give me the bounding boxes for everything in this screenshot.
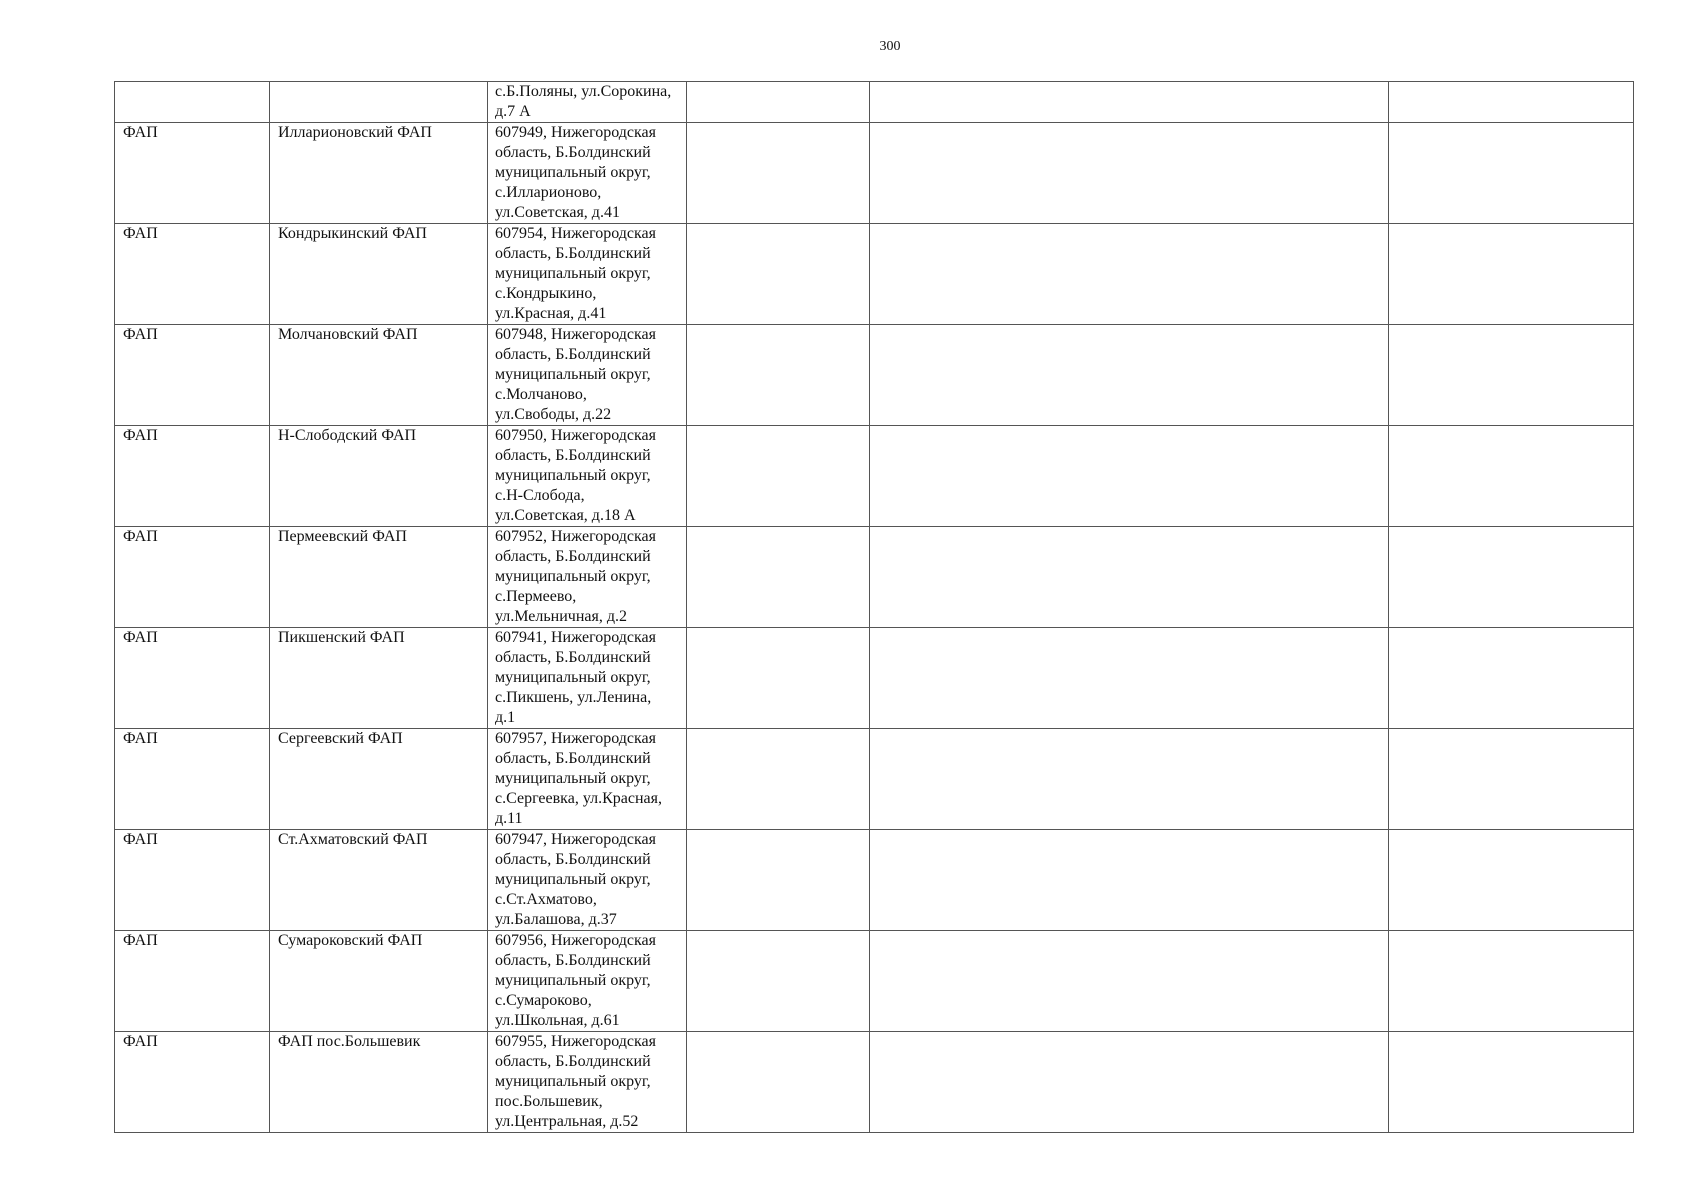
empty-cell [870,729,1389,830]
type-cell: ФАП [115,224,270,325]
empty-cell [687,426,870,527]
page-number: 300 [879,39,901,54]
address-line: с.Илларионово, [495,184,602,201]
address-line: муниципальный округ, [495,972,651,989]
empty-cell [687,82,870,123]
empty-cell [870,123,1389,224]
table-row [115,1032,1634,1133]
empty-cell [870,224,1389,325]
address-line: область, Б.Болдинский [495,851,651,868]
address-cell [488,931,687,1032]
name-cell: Сергеевский ФАП [270,729,488,830]
empty-cell [687,123,870,224]
empty-cell [1389,628,1634,729]
table-body [115,82,1634,1133]
address-line: муниципальный округ, [495,366,651,383]
empty-cell [870,325,1389,426]
address-line: область, Б.Болдинский [495,548,651,565]
table-row [115,123,1634,224]
address-cell [488,1032,687,1133]
address-line: муниципальный округ, [495,568,651,585]
address-line: 607955, Нижегородская [495,1033,656,1050]
address-line: ул.Советская, д.41 [495,204,620,221]
table-row [115,527,1634,628]
address-cell [488,527,687,628]
empty-cell [870,628,1389,729]
empty-cell [687,729,870,830]
type-cell: ФАП [115,830,270,931]
empty-cell [687,1032,870,1133]
name-cell: Н-Слободский ФАП [270,426,488,527]
empty-cell [1389,123,1634,224]
name-cell [270,82,488,123]
address-line: область, Б.Болдинский [495,245,651,262]
empty-cell [870,931,1389,1032]
address-line: 607941, Нижегородская [495,629,656,646]
address-line: область, Б.Болдинский [495,649,651,666]
name-cell: Сумароковский ФАП [270,931,488,1032]
address-line: пос.Большевик, [495,1093,603,1110]
empty-cell [1389,224,1634,325]
empty-cell [1389,830,1634,931]
address-line: д.1 [495,709,516,726]
empty-cell [1389,1032,1634,1133]
empty-cell [687,931,870,1032]
empty-cell [687,224,870,325]
address-line: область, Б.Болдинский [495,952,651,969]
name-cell: Пермеевский ФАП [270,527,488,628]
name-cell: Ст.Ахматовский ФАП [270,830,488,931]
address-line: 607949, Нижегородская [495,124,656,141]
address-cell [488,426,687,527]
facilities-table [114,81,1634,1133]
empty-cell [870,82,1389,123]
address-cell [488,729,687,830]
table-row [115,224,1634,325]
name-cell: Кондрыкинский ФАП [270,224,488,325]
address-line: 607947, Нижегородская [495,831,656,848]
address-line: 607954, Нижегородская [495,225,656,242]
address-line: муниципальный округ, [495,164,651,181]
address-line: муниципальный округ, [495,770,651,787]
address-line: д.7 А [495,103,531,120]
address-line: муниципальный округ, [495,467,651,484]
type-cell: ФАП [115,527,270,628]
type-cell [115,82,270,123]
address-line: ул.Советская, д.18 А [495,507,636,524]
address-line: 607956, Нижегородская [495,932,656,949]
address-line: с.Н-Слобода, [495,487,585,504]
address-line: ул.Школьная, д.61 [495,1012,620,1029]
address-line: с.Пермеево, [495,588,577,605]
address-cell [488,224,687,325]
address-line: ул.Центральная, д.52 [495,1113,639,1130]
address-line: область, Б.Болдинский [495,144,651,161]
name-cell: Молчановский ФАП [270,325,488,426]
address-cell [488,325,687,426]
address-line: муниципальный округ, [495,871,651,888]
empty-cell [870,830,1389,931]
type-cell: ФАП [115,931,270,1032]
address-line: с.Б.Поляны, ул.Сорокина, [495,83,672,100]
address-line: с.Кондрыкино, [495,285,597,302]
address-cell [488,628,687,729]
address-line: 607957, Нижегородская [495,730,656,747]
table-row [115,82,1634,123]
address-line: муниципальный округ, [495,669,651,686]
address-line: область, Б.Болдинский [495,346,651,363]
address-line: д.11 [495,810,523,827]
address-line: с.Ст.Ахматово, [495,891,597,908]
address-line: с.Молчаново, [495,386,587,403]
empty-cell [687,830,870,931]
address-line: 607948, Нижегородская [495,326,656,343]
table-row [115,426,1634,527]
address-line: муниципальный округ, [495,265,651,282]
table-row [115,729,1634,830]
table-row [115,325,1634,426]
type-cell: ФАП [115,628,270,729]
address-line: ул.Балашова, д.37 [495,911,617,928]
address-line: область, Б.Болдинский [495,750,651,767]
address-line: область, Б.Болдинский [495,447,651,464]
table-row [115,830,1634,931]
address-line: 607950, Нижегородская [495,427,656,444]
empty-cell [687,527,870,628]
address-line: с.Пикшень, ул.Ленина, [495,689,652,706]
type-cell: ФАП [115,426,270,527]
address-line: с.Сумароково, [495,992,592,1009]
address-line: муниципальный округ, [495,1073,651,1090]
empty-cell [687,628,870,729]
type-cell: ФАП [115,325,270,426]
address-line: с.Сергеевка, ул.Красная, [495,790,662,807]
type-cell: ФАП [115,123,270,224]
empty-cell [1389,729,1634,830]
type-cell: ФАП [115,1032,270,1133]
type-cell: ФАП [115,729,270,830]
empty-cell [1389,426,1634,527]
address-line: ул.Красная, д.41 [495,305,607,322]
empty-cell [1389,82,1634,123]
name-cell: Пикшенский ФАП [270,628,488,729]
address-cell [488,123,687,224]
address-line: ул.Свободы, д.22 [495,406,612,423]
table-row [115,931,1634,1032]
empty-cell [870,426,1389,527]
empty-cell [1389,931,1634,1032]
empty-cell [1389,527,1634,628]
empty-cell [1389,325,1634,426]
table-row [115,628,1634,729]
name-cell: ФАП пос.Большевик [270,1032,488,1133]
address-cell [488,82,687,123]
address-cell [488,830,687,931]
address-line: ул.Мельничная, д.2 [495,608,628,625]
empty-cell [870,527,1389,628]
address-line: область, Б.Болдинский [495,1053,651,1070]
empty-cell [687,325,870,426]
address-line: 607952, Нижегородская [495,528,656,545]
name-cell: Илларионовский ФАП [270,123,488,224]
empty-cell [870,1032,1389,1133]
